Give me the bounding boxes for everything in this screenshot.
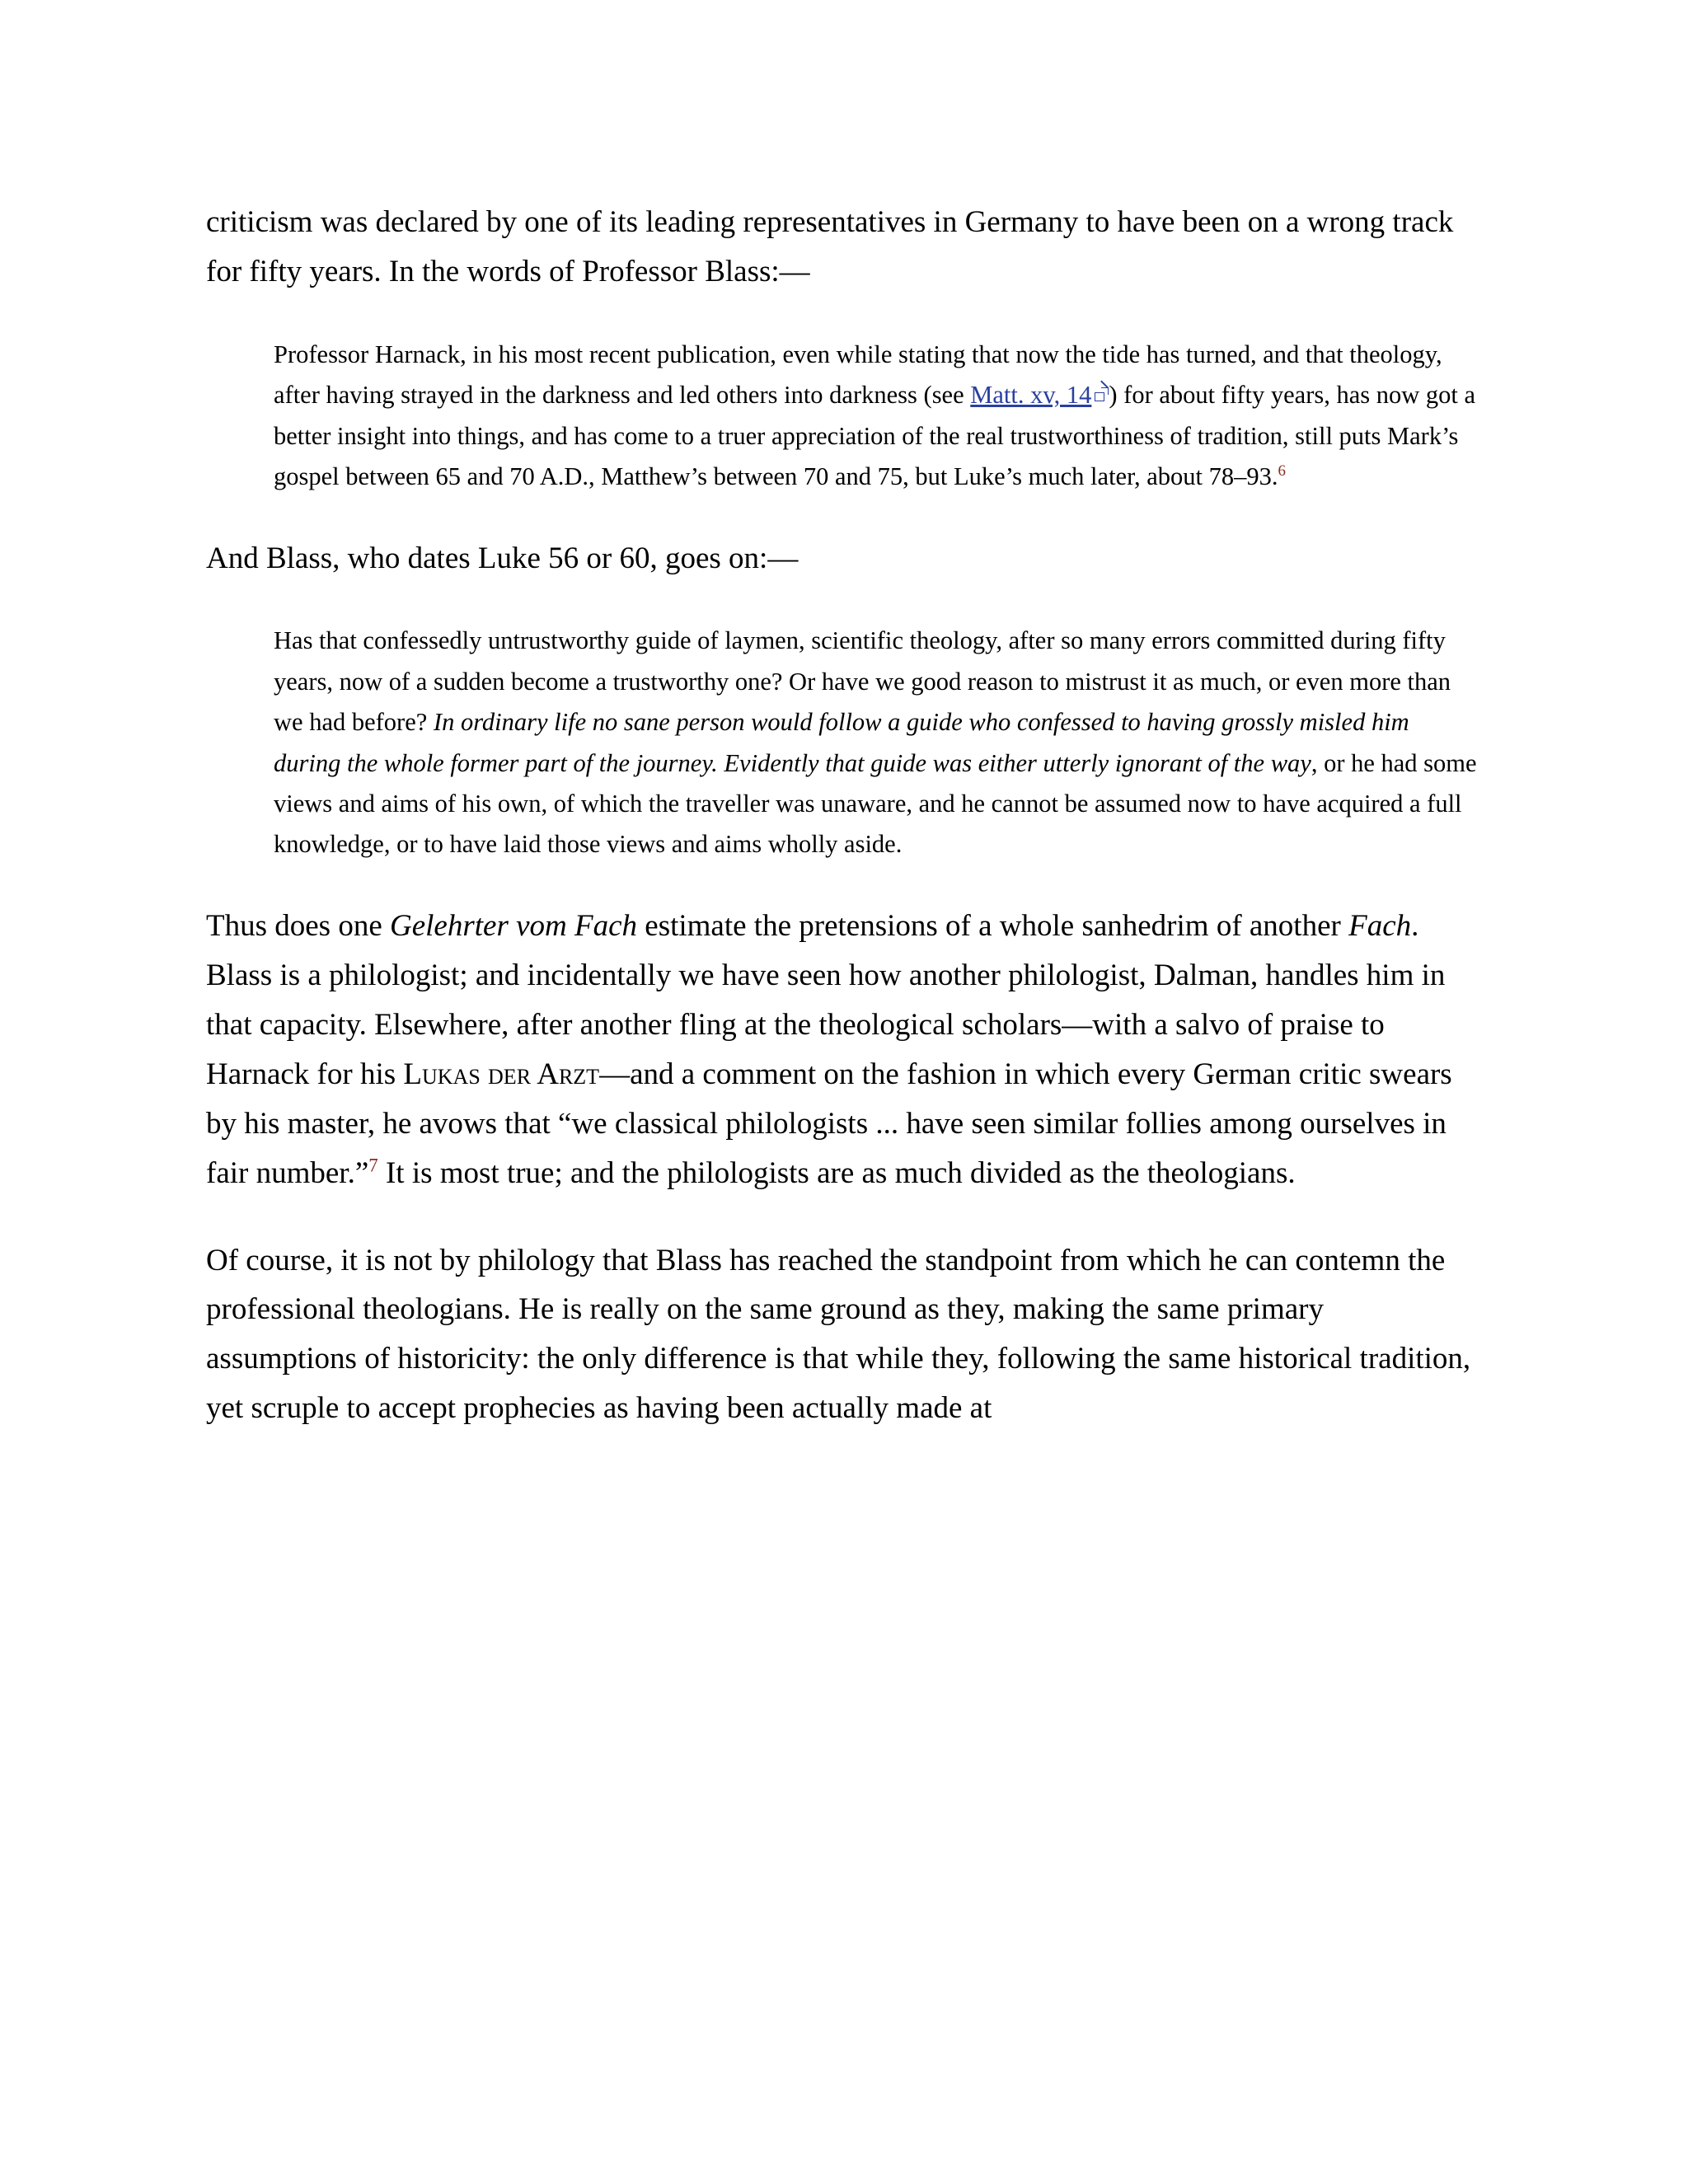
footnote-marker-7[interactable]: 7 — [368, 1155, 378, 1176]
blockquote-blass-text — [274, 621, 1482, 865]
p3-part-d: —and a comment on the fashion in which every German critic swears by his master, he avows that “we classical philologists ... have seen similar follies among ourselves in fair number.” — [206, 1057, 1452, 1190]
paragraph-continuation: criticism was declared by one of its leading representatives in Germany to have been on a wrong track for fifty years. In the words of Professor Blass:— — [206, 205, 1454, 288]
p3-part-a: Thus does one — [206, 908, 390, 943]
p3-part-e: It is most true; and the philologists are as much divided as the theologians. — [377, 1155, 1296, 1190]
p3-smallcaps-title: Lukas der Arzt — [403, 1057, 600, 1091]
blockquote-blass — [206, 621, 1482, 865]
blockquote-harnack — [206, 335, 1482, 498]
quote1-part-b: ) for about fifty years, has now got a better insight into things, and has come to a truer appreciation of the real trustworthiness of tradition, still puts Mark’s gospel between 65 and 70 A.D., Matthew’s between 70 and 75, but Luke’s much later, about 78–93. — [274, 381, 1476, 491]
scripture-link-label: Matt. xv, 14 — [970, 381, 1092, 410]
blockquote-harnack-text — [274, 335, 1482, 498]
external-link-icon — [1095, 387, 1109, 401]
scripture-link-matt-xv-14[interactable] — [970, 381, 1091, 409]
quote2-part-b: , or he had some views and aims of his own, of which the traveller was unaware, and he cannot be assumed now to have acquired a full knowledge, or to have laid those views and aims wholly aside. — [274, 748, 1477, 859]
quote2-part-a: Has that confessedly untrustworthy guide of laymen, scientific theology, after so many errors committed during fifty years, now of a sudden become a trustworthy one? Or have we good reason to mistrust it as much, or even more than we had before? — [274, 626, 1451, 737]
paragraph-philology: Of course, it is not by philology that Blass has reached the standpoint from which he can contemn the professional theologians. He is really on the same ground as they, making the same primary assumptions of historicity: the only difference is that while they, following the same historical tradition, yet scruple to accept prophecies as having been actually made at — [206, 1243, 1471, 1426]
footnote-marker-6[interactable]: 6 — [1278, 462, 1286, 480]
quote2-italic: In ordinary life no sane person would follow a guide who confessed to having grossly misled him during the whole former part of the journey. Evidently that guide was either utterly ignorant of the way — [274, 708, 1409, 777]
quote1-part-a: Professor Harnack, in his most recent publication, even while stating that now the tide has turned, and that theology, after having strayed in the darkness and led others into darkness (see — [274, 340, 1442, 410]
p3-italic-gelehrter: Gelehrter vom Fach — [390, 908, 638, 943]
p3-part-b: estimate the pretensions of a whole sanhedrim of another — [637, 908, 1349, 943]
p3-part-c: . Blass is a philologist; and incidentally we have seen how another philologist, Dalman, handles him in that capacity. Elsewhere, after another fling at the theological scholars—with a salvo of praise to Harnack for his — [206, 908, 1446, 1091]
p3-italic-fach: Fach — [1348, 908, 1412, 943]
paragraph-gelehrter — [206, 902, 1479, 1198]
paragraph-blass-intro: And Blass, who dates Luke 56 or 60, goes on:— — [206, 541, 799, 575]
